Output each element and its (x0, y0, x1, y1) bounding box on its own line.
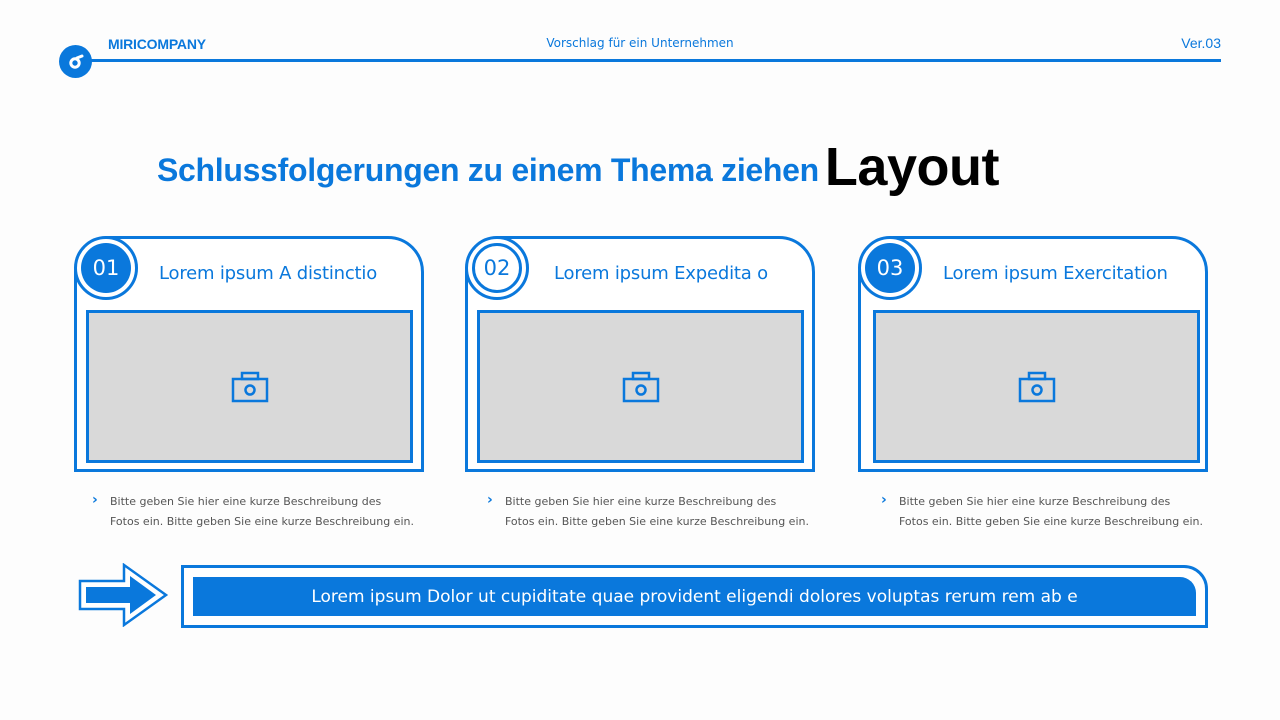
photo-placeholder[interactable] (86, 310, 413, 463)
card-title: Lorem ipsum Exercitation (943, 263, 1168, 284)
page-title: Schlussfolgerungen zu einem Thema ziehen (157, 152, 819, 188)
title-row (157, 137, 999, 197)
chevron-right-icon: › (92, 492, 98, 508)
description-line: Bitte geben Sie hier eine kurze Beschreibung des (110, 495, 382, 508)
number-badge (858, 236, 922, 300)
logo-icon (67, 53, 85, 71)
card-title: Lorem ipsum A distinctio (159, 263, 378, 284)
arrow-right-icon (78, 563, 170, 627)
brand-name: MIRICOMPANY (108, 36, 206, 52)
camera-icon (622, 371, 660, 403)
conclusion-banner (181, 565, 1208, 628)
header-divider (90, 59, 1221, 62)
header-subtitle: Vorschlag für ein Unternehmen (546, 36, 734, 50)
card-title: Lorem ipsum Expedita o (554, 263, 768, 284)
card-01 (74, 236, 424, 472)
card-02 (465, 236, 815, 472)
camera-icon (231, 371, 269, 403)
description-line: Bitte geben Sie hier eine kurze Beschreibung des (899, 495, 1171, 508)
layout-overlay-label: Layout (824, 137, 999, 197)
description-line: Fotos ein. Bitte geben Sie eine kurze Beschreibung ein. (899, 515, 1203, 528)
conclusion-text: Lorem ipsum Dolor ut cupiditate quae provident eligendi dolores voluptas rerum rem ab e (193, 577, 1196, 616)
number-badge-value: 01 (81, 243, 131, 293)
chevron-right-icon: › (487, 492, 493, 508)
description-line: Fotos ein. Bitte geben Sie eine kurze Beschreibung ein. (505, 515, 809, 528)
number-badge (74, 236, 138, 300)
version-label: Ver.03 (1181, 35, 1221, 51)
card-02-description (487, 492, 827, 532)
card-03 (858, 236, 1208, 472)
number-badge (465, 236, 529, 300)
number-badge-value: 02 (472, 243, 522, 293)
description-line: Bitte geben Sie hier eine kurze Beschreibung des (505, 495, 777, 508)
chevron-right-icon: › (881, 492, 887, 508)
description-line: Fotos ein. Bitte geben Sie eine kurze Beschreibung ein. (110, 515, 414, 528)
card-01-description (92, 492, 432, 532)
photo-placeholder[interactable] (477, 310, 804, 463)
card-03-description (881, 492, 1221, 532)
photo-placeholder[interactable] (873, 310, 1200, 463)
camera-icon (1018, 371, 1056, 403)
number-badge-value: 03 (865, 243, 915, 293)
